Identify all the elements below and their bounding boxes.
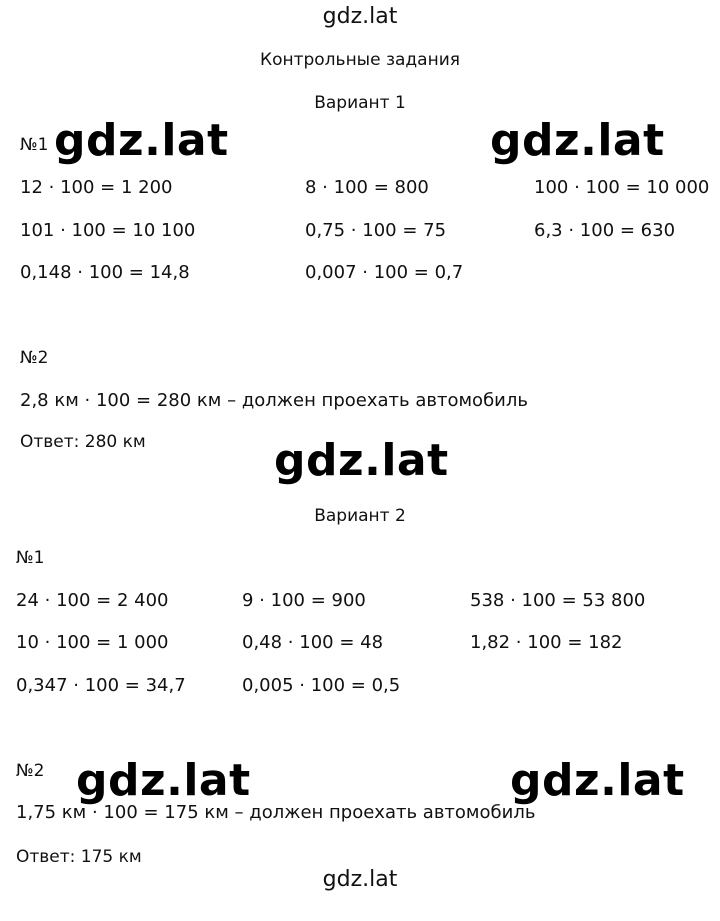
variant2-task2-label: №2 xyxy=(16,761,45,781)
equation: 12 · 100 = 1 200 xyxy=(20,177,173,198)
watermark-big: gdz.lat xyxy=(510,755,685,806)
watermark-big: gdz.lat xyxy=(274,435,449,486)
equation: 24 · 100 = 2 400 xyxy=(16,590,169,611)
equation: 0,007 · 100 = 0,7 xyxy=(305,262,464,283)
watermark-big: gdz.lat xyxy=(54,115,229,166)
watermark-bottom: gdz.lat xyxy=(322,867,398,892)
variant1-task2-answer: Ответ: 280 км xyxy=(20,432,146,452)
equation: 8 · 100 = 800 xyxy=(305,177,429,198)
variant1-task2-label: №2 xyxy=(20,348,49,368)
variant1-task2-solution: 2,8 км · 100 = 280 км – должен проехать автомобиль xyxy=(20,390,528,411)
equation: 6,3 · 100 = 630 xyxy=(534,220,676,241)
equation: 100 · 100 = 10 000 xyxy=(534,177,710,198)
variant2-task2-solution: 1,75 км · 100 = 175 км – должен проехать автомобиль xyxy=(16,802,536,823)
equation: 1,82 · 100 = 182 xyxy=(470,632,623,653)
equation: 0,347 · 100 = 34,7 xyxy=(16,675,186,696)
equation: 0,005 · 100 = 0,5 xyxy=(242,675,401,696)
watermark-top: gdz.lat xyxy=(322,4,398,29)
watermark-big: gdz.lat xyxy=(76,755,251,806)
equation: 538 · 100 = 53 800 xyxy=(470,590,646,611)
equation: 0,48 · 100 = 48 xyxy=(242,632,384,653)
variant1-task1-label: №1 xyxy=(20,135,49,155)
variant2-task2-answer: Ответ: 175 км xyxy=(16,847,142,867)
variant2-task1-label: №1 xyxy=(16,548,45,568)
watermark-big: gdz.lat xyxy=(490,115,665,166)
variant1-title: Вариант 1 xyxy=(314,93,406,113)
equation: 9 · 100 = 900 xyxy=(242,590,366,611)
variant2-title: Вариант 2 xyxy=(314,506,406,526)
equation: 10 · 100 = 1 000 xyxy=(16,632,169,653)
equation: 0,148 · 100 = 14,8 xyxy=(20,262,190,283)
equation: 0,75 · 100 = 75 xyxy=(305,220,447,241)
page-title: Контрольные задания xyxy=(260,50,460,70)
equation: 101 · 100 = 10 100 xyxy=(20,220,196,241)
